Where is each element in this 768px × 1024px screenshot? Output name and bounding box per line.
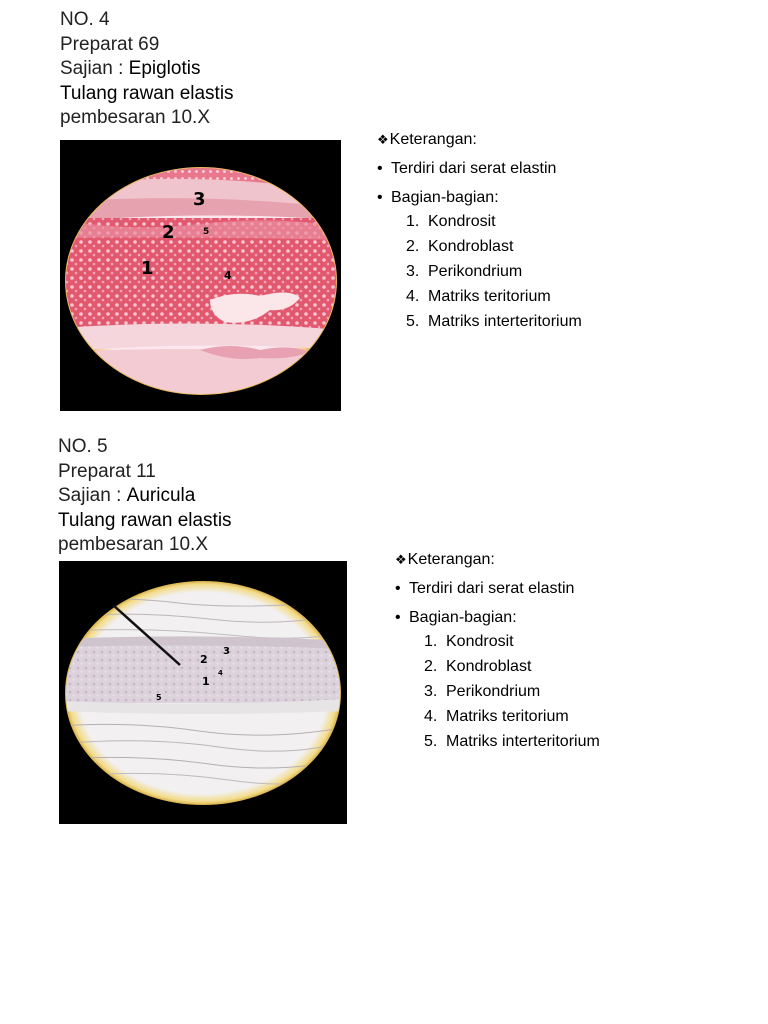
- bullet-dot-icon: •: [395, 608, 401, 626]
- micro-label-2: 2: [162, 222, 175, 243]
- list-item: [424, 630, 600, 655]
- specimen-section-4: [60, 8, 234, 131]
- diamond-bullet-icon: ❖: [377, 132, 389, 147]
- specimen-number: NO. 5: [58, 436, 108, 457]
- keterangan-block: [395, 548, 600, 754]
- list-number: 3.: [424, 682, 438, 700]
- list-item: [406, 260, 582, 285]
- bullet-item: [377, 186, 582, 211]
- list-number: 5.: [406, 312, 420, 330]
- magnification: pembesaran 10.X: [60, 107, 210, 128]
- list-number: 1.: [424, 633, 438, 651]
- parts-list: [406, 210, 582, 334]
- micro-label-3: 3: [223, 646, 230, 657]
- specimen-section-5: [58, 435, 232, 558]
- list-text: Perikondrium: [446, 682, 541, 700]
- micrograph-epiglotis: [60, 140, 341, 411]
- list-number: 2.: [406, 238, 420, 256]
- keterangan-title-row: [395, 548, 600, 573]
- list-item: [406, 310, 582, 335]
- list-text: Matriks interteritorium: [428, 312, 582, 330]
- bullet-text: Bagian-bagian:: [409, 608, 517, 626]
- sajian-label: Sajian :: [58, 485, 127, 506]
- bullet-item: [377, 157, 582, 182]
- list-number: 4.: [424, 707, 438, 725]
- list-number: 3.: [406, 262, 420, 280]
- micro-label-3: 3: [193, 189, 206, 210]
- micro-label-1: 1: [202, 675, 210, 688]
- preparat-number: Preparat 69: [60, 33, 160, 55]
- preparat-number: Preparat 11: [58, 460, 156, 482]
- list-item: [424, 655, 600, 680]
- specimen-number: NO. 4: [60, 9, 110, 30]
- sajian-value: Epiglotis: [128, 58, 201, 79]
- keterangan-title: Keterangan:: [407, 551, 495, 568]
- tissue-title: Tulang rawan elastis: [58, 509, 232, 531]
- list-text: Matriks teritorium: [428, 287, 551, 305]
- list-item: [424, 730, 600, 755]
- micro-label-2: 2: [200, 653, 208, 666]
- list-text: Matriks teritorium: [446, 707, 569, 725]
- bullet-dot-icon: •: [395, 579, 401, 597]
- list-number: 1.: [406, 213, 420, 231]
- micro-label-5: 5: [203, 227, 210, 237]
- micro-label-5: 5: [156, 693, 162, 702]
- list-item: [424, 680, 600, 705]
- micro-label-4: 4: [218, 669, 223, 677]
- parts-list: [424, 630, 600, 754]
- list-text: Kondroblast: [446, 658, 532, 676]
- bullet-text: Terdiri dari serat elastin: [409, 579, 575, 597]
- list-text: Kondroblast: [428, 238, 514, 256]
- keterangan-title-row: [377, 128, 582, 153]
- bullet-text: Bagian-bagian:: [391, 188, 499, 206]
- bullet-item: [395, 606, 600, 631]
- list-number: 4.: [406, 287, 420, 305]
- keterangan-block: [377, 128, 582, 334]
- sajian-line: [60, 57, 234, 82]
- keterangan-title: Keterangan:: [389, 131, 477, 148]
- bullet-item: [395, 577, 600, 602]
- sajian-value: Auricula: [126, 485, 196, 506]
- micro-label-1: 1: [141, 258, 154, 279]
- sajian-line: [58, 484, 232, 509]
- micrograph-auricula: [59, 561, 347, 824]
- list-item: [406, 285, 582, 310]
- magnification: pembesaran 10.X: [58, 534, 208, 555]
- bullet-dot-icon: •: [377, 188, 383, 206]
- list-text: Kondrosit: [428, 213, 496, 231]
- bullet-dot-icon: •: [377, 159, 383, 177]
- list-item: [424, 705, 600, 730]
- list-number: 5.: [424, 732, 438, 750]
- list-item: [406, 210, 582, 235]
- micro-label-4: 4: [224, 269, 232, 282]
- list-text: Matriks interteritorium: [446, 732, 600, 750]
- tissue-title: Tulang rawan elastis: [60, 82, 234, 104]
- diamond-bullet-icon: ❖: [395, 552, 407, 567]
- list-item: [406, 235, 582, 260]
- list-text: Perikondrium: [428, 262, 523, 280]
- sajian-label: Sajian :: [60, 58, 129, 79]
- list-text: Kondrosit: [446, 633, 514, 651]
- list-number: 2.: [424, 658, 438, 676]
- bullet-text: Terdiri dari serat elastin: [391, 159, 557, 177]
